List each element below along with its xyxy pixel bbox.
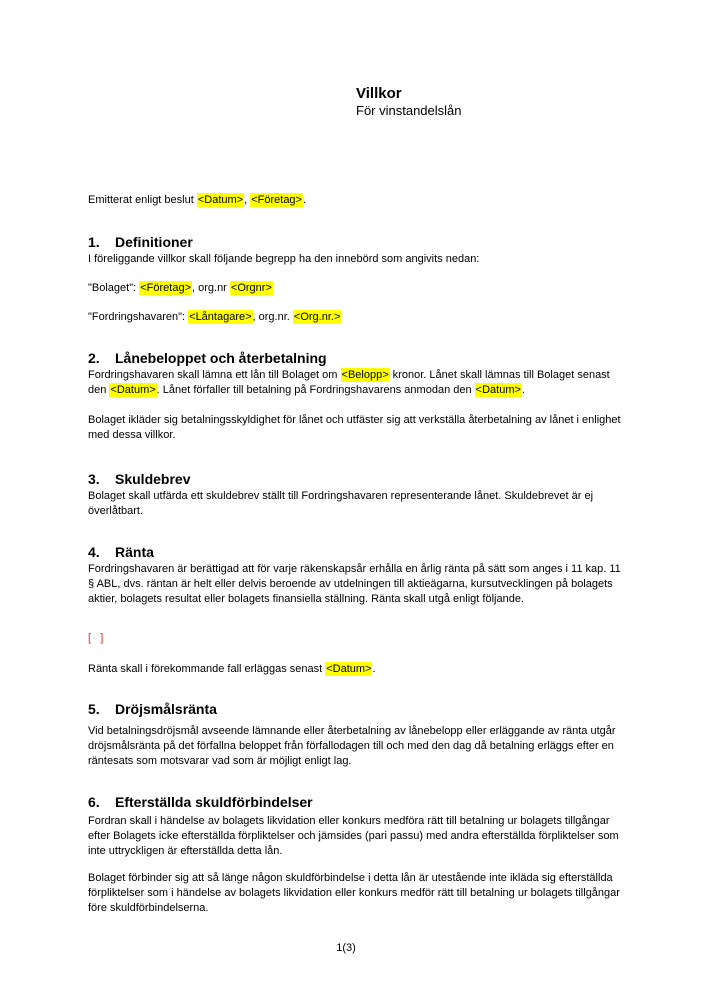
section-1-paragraph: I föreliggande villkor skall följande begrepp ha den innebörd som angivits nedan:	[88, 253, 480, 265]
page-number: 1(3)	[336, 942, 356, 954]
issued-text: Emitterat enligt beslut	[88, 194, 197, 206]
section-2-heading	[88, 350, 648, 367]
section-number: 3.	[88, 471, 100, 487]
issued-line: Emitterat enligt beslut <Datum>, <Företag>.	[88, 194, 307, 206]
section-4-paragraph-1: Fordringshavaren är berättigad att för varje räkenskapsår erhålla en årlig ränta på sätt som anges i 11 kap. 11 § ABL, dvs. räntan är helt eller delvis beroende av utdelningen till aktieägarna, kursutvecklingen på bolagets aktier, bolagets resultat eller bolagets finansiella ställning. Ränta skall utgå enligt följande.	[88, 563, 621, 605]
section-title: Ränta	[115, 544, 154, 560]
highlight-datum: <Datum>	[475, 384, 521, 396]
highlight-foretag: <Företag>	[140, 282, 191, 294]
section-title: Efterställda skuldförbindelser	[115, 794, 313, 810]
definition-bolaget: "Bolaget": <Företag>, org.nr <Orgnr>	[88, 282, 272, 294]
section-5-heading	[88, 701, 648, 718]
highlight-datum: <Datum>	[110, 384, 156, 396]
highlight-datum: <Datum>	[197, 194, 244, 206]
section-number: 2.	[88, 350, 100, 366]
section-4-paragraph-2: Ränta skall i förekommande fall erläggas senast <Datum>.	[88, 663, 376, 675]
section-2-paragraph-2: Bolaget ikläder sig betalningsskyldighet för lånet och utfäster sig att verkställa återbetalning av lånet i enlighet med dessa villkor.	[88, 414, 621, 441]
page-subtitle: För vinstandelslån	[356, 103, 462, 118]
section-number: 5.	[88, 701, 100, 717]
section-3-heading	[88, 471, 648, 488]
section-title: Definitioner	[115, 234, 193, 250]
section-4-heading	[88, 544, 648, 561]
section-3-paragraph: Bolaget skall utfärda ett skuldebrev ställt till Fordringshavaren representerande lånet. Skuldebrevet är ej överlåtbart.	[88, 490, 594, 517]
section-number: 6.	[88, 794, 100, 810]
section-number: 4.	[88, 544, 100, 560]
section-title: Lånebeloppet och återbetalning	[115, 350, 327, 366]
section-1-heading	[88, 234, 648, 251]
section-2-paragraph-1: Fordringshavaren skall lämna ett lån till Bolaget om <Belopp> kronor. Lånet skall lämnas till Bolaget senast den <Datum>. Lånet förfaller till betalning på Fordringshavarens anmodan den <Datum>.	[88, 369, 610, 396]
highlight-foretag: <Företag>	[251, 194, 302, 206]
highlight-orgnr: <Org.nr.>	[293, 311, 341, 323]
highlight-belopp: <Belopp>	[341, 369, 389, 381]
red-bracket-placeholder: [ ]	[88, 632, 104, 644]
definition-fordringshavaren: "Fordringshavaren": <Låntagare>, org.nr. <Org.nr.>	[88, 311, 341, 323]
page-title: Villkor	[356, 85, 402, 102]
section-6-heading	[88, 794, 648, 811]
section-5-paragraph: Vid betalningsdröjsmål avseende lämnande eller återbetalning av lånebelopp eller erläggande av ränta utgår dröjsmålsränta på det förfallna beloppet från förfallodagen till och med den dag då betalning erläggs efter en räntesats som motsvarar vad som är möjligt enligt lag.	[88, 725, 616, 767]
section-6-paragraph-1: Fordran skall i händelse av bolagets likvidation eller konkurs medföra rätt till betalning ur bolagets tillgångar efter Bolagets icke efterställda förpliktelser och jämsides (pari passu) med andra efterställda förpliktelser som inte uttryckligen är efterställda detta lån.	[88, 815, 619, 857]
highlight-datum: <Datum>	[326, 663, 372, 675]
section-title: Skuldebrev	[115, 471, 191, 487]
highlight-lantagare: <Låntagare>	[189, 311, 252, 323]
section-6-paragraph-2: Bolaget förbinder sig att så länge någon skuldförbindelse i detta lån är utestående inte ikläda sig efterställda förpliktelser som i händelse av bolagets likvidation eller konkurs medför rätt till betalning ur bolagets tillgångar före skuldförbindelserna.	[88, 872, 620, 914]
section-title: Dröjsmålsränta	[115, 701, 217, 717]
highlight-orgnr: <Orgnr>	[230, 282, 272, 294]
section-number: 1.	[88, 234, 100, 250]
